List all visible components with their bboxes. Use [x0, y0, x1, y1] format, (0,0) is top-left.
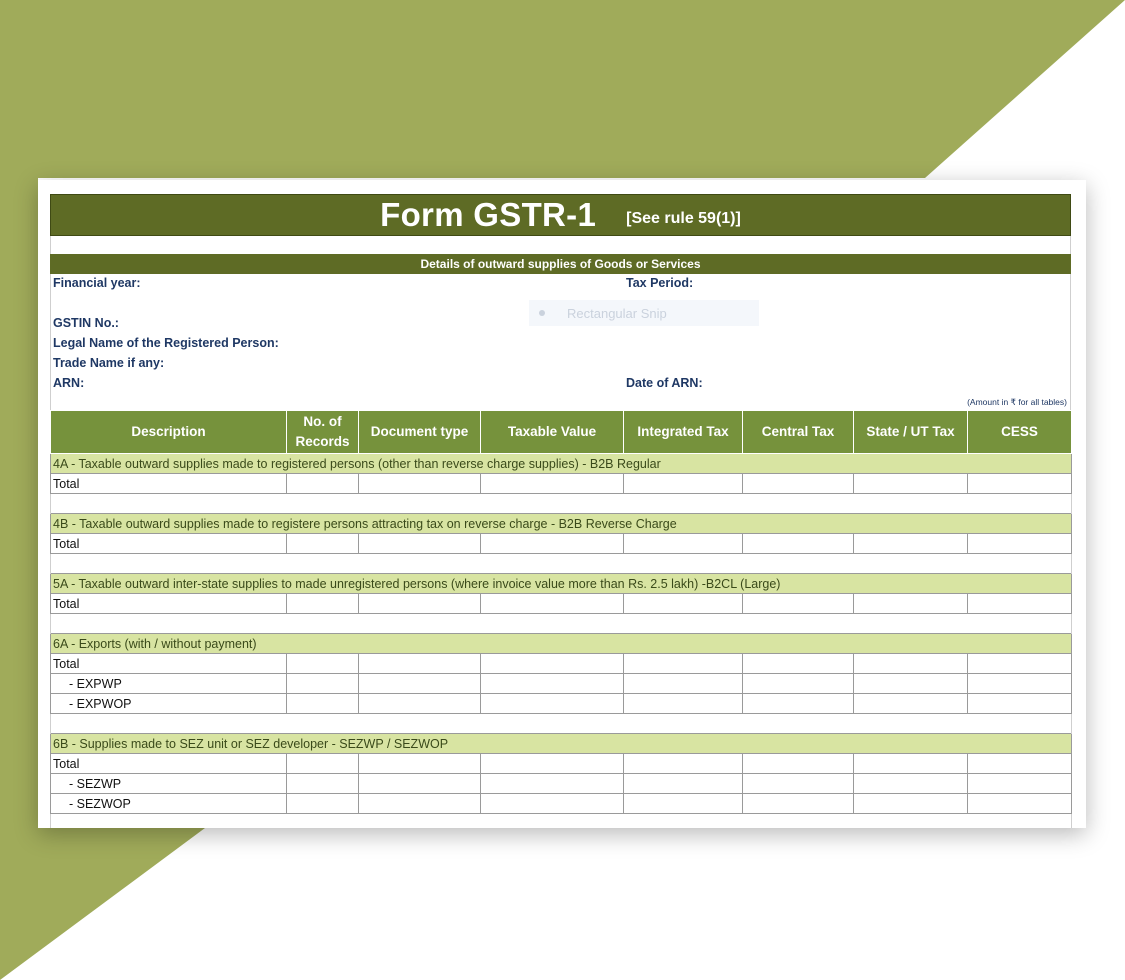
col-header-cess: CESS [968, 411, 1072, 454]
table-row [51, 474, 1072, 494]
row-label: - SEZWP [51, 774, 287, 794]
supplies-table [50, 410, 1072, 828]
legal-name-label: Legal Name of the Registered Person: [53, 336, 279, 350]
trade-name-label: Trade Name if any: [53, 356, 165, 370]
col-header-taxable-value: Taxable Value [481, 411, 624, 454]
arn-label: ARN: [53, 376, 85, 390]
table-row [51, 794, 1072, 814]
gstr1-sheet [50, 194, 1071, 828]
date-of-arn-label: Date of ARN: [626, 376, 703, 390]
header-row [51, 411, 1072, 454]
table-row [51, 754, 1072, 774]
spacer-row [51, 494, 1072, 514]
col-header-central-tax: Central Tax [743, 411, 854, 454]
financial-year-label: Financial year: [53, 276, 141, 290]
table-row [51, 674, 1072, 694]
section-4b [51, 514, 1072, 534]
section-5a [51, 574, 1072, 594]
section-title: 5A - Taxable outward inter-state supplies to made unregistered persons (where invoice value more than Rs. 2.5 lakh) -B2CL (Large) [51, 574, 1072, 594]
row-label: Total [51, 754, 287, 774]
row-label: Total [51, 534, 287, 554]
snip-overlay [529, 300, 759, 326]
subtitle-bar [50, 254, 1071, 274]
row-label: Total [51, 654, 287, 674]
amount-note: (Amount in ₹ for all tables) [967, 397, 1067, 407]
section-6a [51, 634, 1072, 654]
taxpayer-info [50, 274, 1071, 410]
section-title: 4A - Taxable outward supplies made to registered persons (other than reverse charge supplies) - B2B Regular [51, 454, 1072, 474]
row-label: - EXPWOP [51, 694, 287, 714]
table-row [51, 694, 1072, 714]
spacer-row [51, 554, 1072, 574]
col-header-document-type: Document type [359, 411, 481, 454]
snip-dot-icon [539, 310, 545, 316]
section-4a [51, 454, 1072, 474]
col-header-records: No. of Records [287, 411, 359, 454]
section-title: 4B - Taxable outward supplies made to registere persons attracting tax on reverse charge - B2B Reverse Charge [51, 514, 1072, 534]
tax-period-label: Tax Period: [626, 276, 694, 290]
row-label: - EXPWP [51, 674, 287, 694]
table-row [51, 654, 1072, 674]
form-rule: [See rule 59(1)] [626, 210, 741, 227]
row-label: - SEZWOP [51, 794, 287, 814]
table-row [51, 534, 1072, 554]
col-header-state-ut-tax: State / UT Tax [854, 411, 968, 454]
table-row [51, 594, 1072, 614]
section-title: 6A - Exports (with / without payment) [51, 634, 1072, 654]
form-subtitle: Details of outward supplies of Goods or Services [420, 257, 701, 271]
snip-overlay-text: Rectangular Snip [567, 305, 667, 321]
olive-triangle-top [0, 0, 1125, 178]
title-bar [50, 194, 1071, 236]
spacer-row [51, 614, 1072, 634]
col-header-description: Description [51, 411, 287, 454]
form-card [38, 180, 1086, 828]
col-header-integrated-tax: Integrated Tax [624, 411, 743, 454]
section-title: 6B - Supplies made to SEZ unit or SEZ developer - SEZWP / SEZWOP [51, 734, 1072, 754]
gstin-label: GSTIN No.: [53, 316, 119, 330]
row-label: Total [51, 474, 287, 494]
section-6b [51, 734, 1072, 754]
spacer-row [50, 236, 1071, 254]
table-row [51, 774, 1072, 794]
form-title: Form GSTR-1 [380, 196, 597, 233]
spacer-row [51, 714, 1072, 734]
row-label: Total [51, 594, 287, 614]
spacer-row [51, 814, 1072, 829]
